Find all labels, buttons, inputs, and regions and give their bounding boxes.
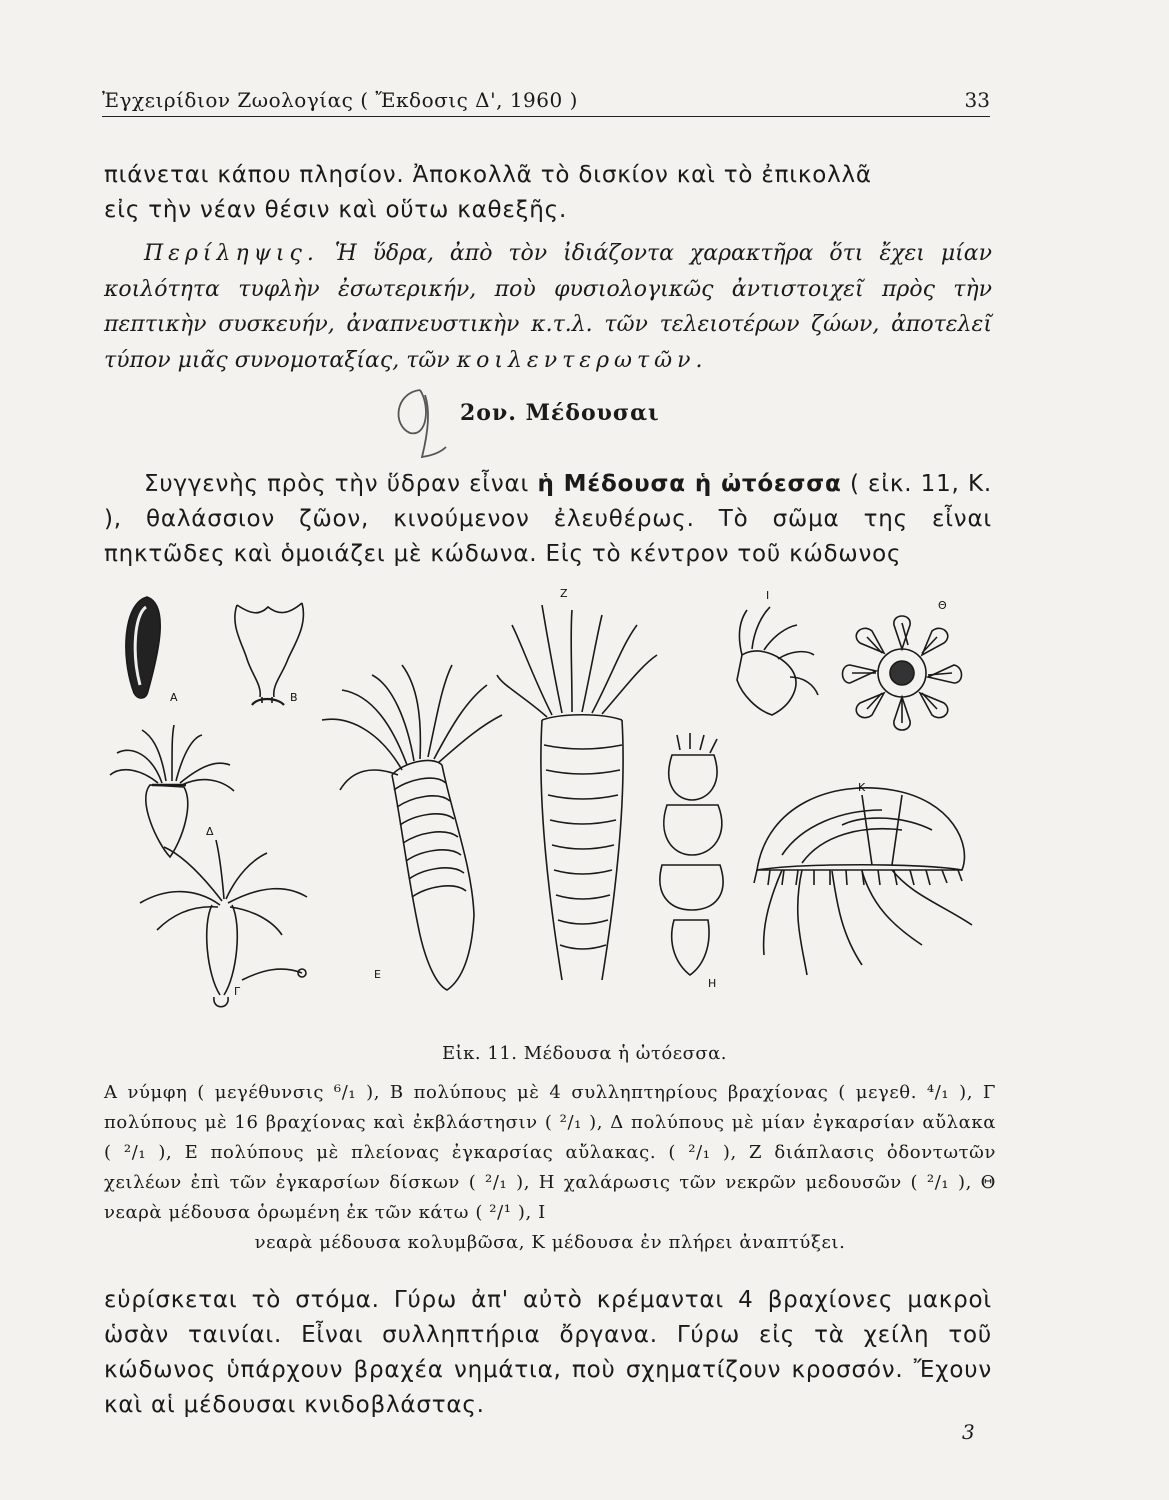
figure-label-g: Γ <box>234 985 241 998</box>
figure-th-ephyra-below <box>843 616 962 730</box>
signature-mark: 3 <box>962 1420 975 1444</box>
figure-label-k: Κ <box>858 781 866 794</box>
figure-d-polyp <box>110 725 234 857</box>
figure-label-d: Δ <box>206 825 214 838</box>
summary-text: Ἡ ὕδρα, ἀπὸ τὸν ἰδιάζοντα χαρακτῆρα ὅτι ἔχει μίαν κοιλότητα τυφλὴν ἐσωτερικήν, ποὺ φυσιολογικῶς ἀντιστοιχεῖ πρὸς τὴν πεπτικὴν συσκευήν, ἀναπνευστικὴν κ.τ.λ. τῶν τελειοτέρων ζώων, ἀποτελεῖ τύπον μιᾶς συνομοταξίας, τῶν <box>104 241 993 373</box>
figure-h-medusae <box>660 733 723 975</box>
figure-label-h: Η <box>708 977 717 990</box>
figure-a-larva <box>126 597 160 698</box>
figure-label-z: Ζ <box>560 587 568 600</box>
figure-label-b: Β <box>290 691 298 704</box>
figure-label-i: Ι <box>766 589 770 602</box>
summary-lead: Περίληψις. <box>144 241 319 266</box>
summary-spaced-word: κοιλεντερωτῶν. <box>456 347 708 373</box>
legend-last-line: νεαρὰ μέδουσα κολυμβῶσα, Κ μέδουσα ἐν πλήρει ἀναπτύξει. <box>254 1232 846 1253</box>
page-number: 33 <box>964 88 990 112</box>
figure-i-ephyra <box>737 607 818 715</box>
figure-k-medusa <box>754 788 972 975</box>
mouth-paragraph <box>104 1283 992 1423</box>
para1-part1: Συγγενὴς πρὸς τὴν ὕδραν εἶναι <box>144 471 530 497</box>
figure-g-polyp <box>140 840 307 1007</box>
figure-z-strobila <box>497 605 657 980</box>
header-title: Ἐγχειρίδιον Ζωολογίας ( Ἔκδοσις Δ', 1960 ) <box>102 88 578 112</box>
intro-line-1: πιάνεται κάπου πλησίον. Ἀποκολλᾶ τὸ δισκίον καὶ τὸ ἐπικολλᾶ <box>104 162 872 188</box>
figure-b-polyp <box>235 603 304 705</box>
summary-paragraph <box>104 236 992 378</box>
section-title: 2ον. Μέδουσαι <box>460 400 660 426</box>
medusa-lifecycle-figure <box>102 585 982 1010</box>
para1-bold-term: ἡ Μέδουσα ἡ ὠτόεσσα <box>537 471 842 497</box>
figure-label-e: Ε <box>374 968 381 981</box>
medusa-paragraph <box>104 467 992 572</box>
para1-part2: ( εἰκ. 11, Κ. ), θαλάσσιον ζῶον, κινούμενον ἐλευθέρως. Τὸ σῶμα της εἶναι πηκτῶδες καὶ ὁμοιάζει μὲ κώδωνα. Εἰς τὸ κέντρον τοῦ κώδωνος <box>104 471 992 567</box>
legend-text: Α νύμφη ( μεγέθυνσις ⁶/₁ ), Β πολύπους μὲ 4 συλληπτηρίους βραχίονας ( μεγεθ. ⁴/₁ ), Γ πολύπους μὲ 16 βραχίονας καὶ ἐκβλάστησιν ( ²/₁ ), Δ πολύπους μὲ μίαν ἐγκαρσίαν αὔλακα ( ²/₁ ), Ε πολύπους μὲ πλείονας ἐγκαρσίας αὔλακας. ( ²/₁ ), Ζ διάπλασις ὀδοντωτῶν χειλέων ἐπὶ τῶν ἐγκαρσίων δίσκων ( ²/₁ ), Η χαλάρωσις τῶν νεκρῶν μεδουσῶν ( ²/₁ ), Θ νεαρὰ μέδουσα ὁρωμένη ἐκ τῶν κάτω ( ²/¹ ), Ι <box>104 1082 996 1223</box>
intro-line-2: εἰς τὴν νέαν θέσιν καὶ οὕτω καθεξῆς. <box>104 197 568 223</box>
para2-text: εὑρίσκεται τὸ στόμα. Γύρω ἀπ' αὐτὸ κρέμανται 4 βραχίονες μακροὶ ὡσὰν ταινίαι. Εἶναι συλληπτήρια ὄργανα. Γύρω εἰς τὰ χείλη τοῦ κώδωνος ὑπάρχουν βραχέα νημάτια, ποὺ σχηματίζουν κροσσόν. Ἔχουν καὶ αἱ μέδουσαι κνιδοβλάστας. <box>104 1287 992 1418</box>
figure-caption: Εἰκ. 11. Μέδουσα ἡ ὠτόεσσα. <box>441 1043 728 1064</box>
figure-label-th: Θ <box>938 599 947 612</box>
running-header <box>102 88 990 117</box>
figure-legend <box>104 1078 996 1258</box>
figure-label-a: Α <box>170 691 178 704</box>
pencil-mark <box>380 385 450 465</box>
intro-paragraph <box>104 158 992 228</box>
figure-e-strobila <box>322 665 502 990</box>
